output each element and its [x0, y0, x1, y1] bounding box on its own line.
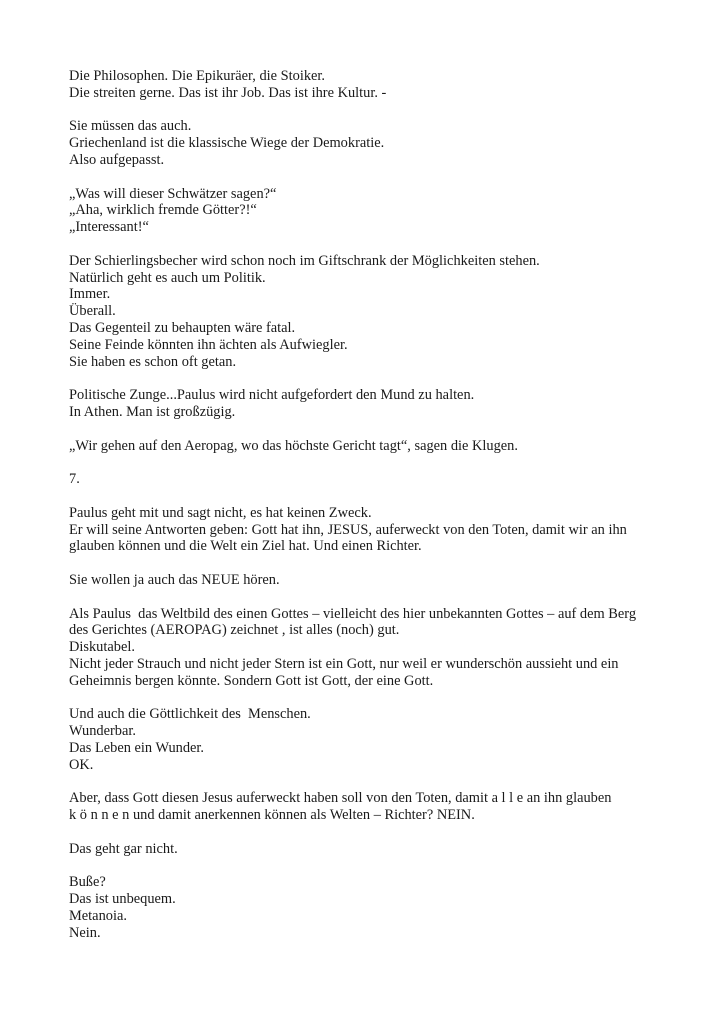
text-line: Also aufgepasst. [69, 151, 165, 168]
text-line: Die Philosophen. Die Epikuräer, die Stoiker. [69, 68, 326, 84]
paragraph [69, 874, 669, 941]
text-line: Griechenland ist die klassische Wiege der Demokratie. [69, 135, 385, 152]
text-line: Nein. [69, 924, 101, 941]
paragraph [69, 118, 669, 168]
text-line: Politische Zunge...Paulus wird nicht aufgefordert den Mund zu halten. [69, 387, 475, 404]
document-page [69, 68, 669, 958]
text-line: Natürlich geht es auch um Politik. [69, 269, 266, 286]
text-line: In Athen. Man ist großzügig. [69, 403, 236, 420]
paragraph [69, 706, 669, 773]
text-line: Der Schierlingsbecher wird schon noch im Giftschrank der Möglichkeiten stehen. [69, 252, 540, 269]
text-line: Aber, dass Gott diesen Jesus auferweckt haben soll von den Toten, damit a l l e an ihn glauben [69, 790, 612, 807]
text-line: Als Paulus das Weltbild des einen Gottes – vielleicht des hier unbekannten Gottes – auf dem Berg [69, 605, 637, 622]
text-line: OK. [69, 756, 94, 773]
text-line: Das Gegenteil zu behaupten wäre fatal. [69, 319, 296, 336]
text-line: Geheimnis bergen könnte. Sondern Gott ist Gott, der eine Gott. [69, 672, 434, 689]
text-line: „Was will dieser Schwätzer sagen?“ [69, 185, 277, 202]
text-line: „Interessant!“ [69, 219, 149, 236]
text-line: glauben können und die Welt ein Ziel hat. Und einen Richter. [69, 538, 422, 555]
paragraph [69, 68, 669, 102]
text-line: Metanoia. [69, 907, 127, 924]
paragraph [69, 841, 669, 858]
text-line: Das Leben ein Wunder. [69, 739, 205, 756]
text-line: Wunderbar. [69, 723, 136, 740]
section-number [69, 471, 669, 488]
paragraph [69, 790, 669, 824]
text-line: Er will seine Antworten geben: Gott hat ihn, JESUS, auferweckt von den Toten, damit wir an ihn [69, 521, 627, 538]
text-line: Nicht jeder Strauch und nicht jeder Stern ist ein Gott, nur weil er wunderschön aussieht und ein [69, 655, 619, 672]
text-line: Überall. [69, 303, 116, 320]
paragraph [69, 253, 669, 371]
text-line: Die streiten gerne. Das ist ihr Job. Das ist ihre Kultur. - [69, 84, 387, 101]
text-line: Seine Feinde könnten ihn ächten als Aufwiegler. [69, 336, 348, 353]
text-line: Immer. [69, 286, 111, 303]
text-line: des Gerichtes (AEROPAG) zeichnet , ist alles (noch) gut. [69, 622, 400, 639]
text-line: Das ist unbequem. [69, 891, 176, 908]
text-line: „Aha, wirklich fremde Götter?!“ [69, 202, 257, 219]
text-line: Sie haben es schon oft getan. [69, 353, 237, 370]
text-line: Paulus geht mit und sagt nicht, es hat keinen Zweck. [69, 504, 372, 521]
text-line: Sie müssen das auch. [69, 118, 192, 135]
text-line: Das geht gar nicht. [69, 840, 178, 857]
paragraph [69, 572, 669, 589]
paragraph [69, 387, 669, 421]
paragraph [69, 438, 669, 455]
paragraph [69, 505, 669, 555]
text-line: Buße? [69, 874, 106, 891]
text-line: k ö n n e n und damit anerkennen können als Welten – Richter? NEIN. [69, 807, 475, 824]
text-line: Sie wollen ja auch das NEUE hören. [69, 571, 280, 588]
text-line: Diskutabel. [69, 639, 135, 656]
text-line: Und auch die Göttlichkeit des Menschen. [69, 706, 311, 723]
text-line: „Wir gehen auf den Aeropag, wo das höchste Gericht tagt“, sagen die Klugen. [69, 437, 518, 454]
text-line: 7. [69, 471, 80, 488]
paragraph [69, 606, 669, 690]
paragraph [69, 186, 669, 236]
